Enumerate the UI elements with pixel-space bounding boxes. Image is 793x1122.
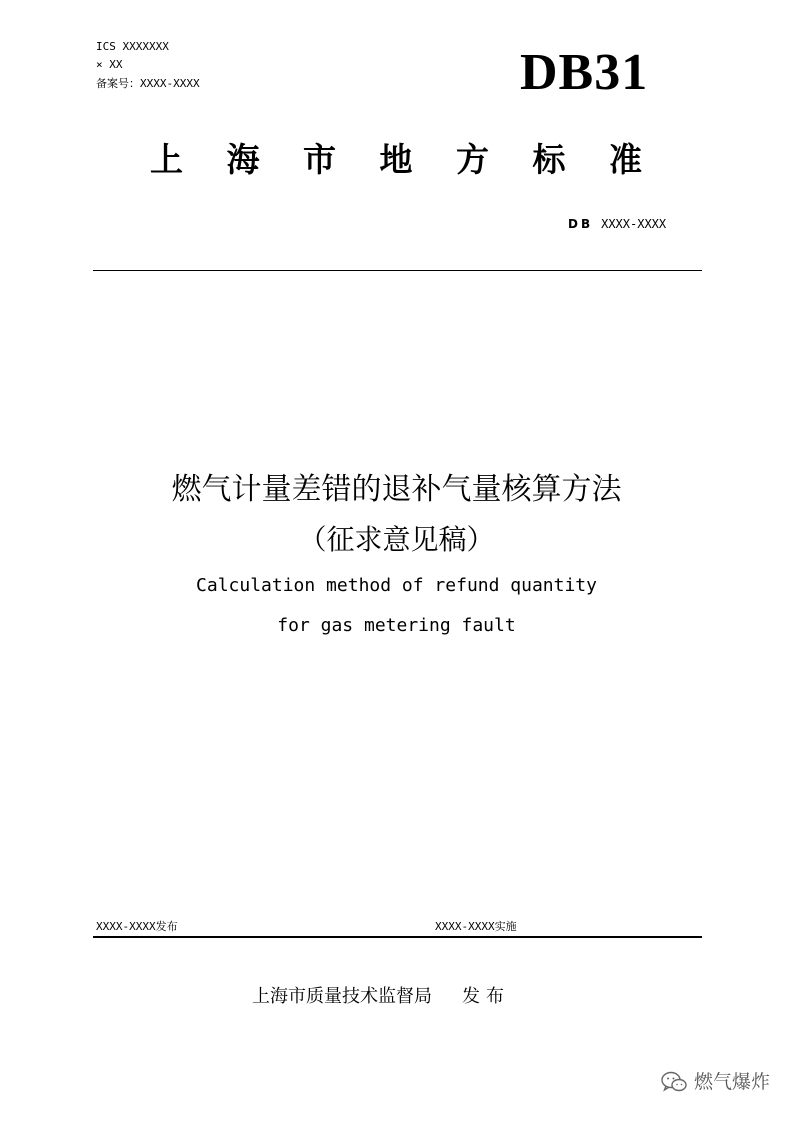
publish-action: 发布 — [462, 986, 510, 1007]
bottom-divider — [93, 936, 702, 938]
publisher-name: 上海市质量技术监督局 — [252, 986, 432, 1007]
standard-type-char: 海 — [226, 140, 260, 179]
standard-type-char: 地 — [379, 140, 413, 179]
publisher-line — [252, 985, 510, 1009]
standard-number — [568, 217, 666, 231]
watermark-text: 燃气爆炸 — [694, 1071, 771, 1093]
standard-code: DB31 — [520, 44, 649, 101]
standard-type-char: 市 — [303, 140, 336, 179]
watermark — [660, 1070, 770, 1094]
standard-type-char: 标 — [532, 140, 566, 179]
top-divider — [93, 270, 702, 271]
document-title-english-line1: Calculation method of refund quantity — [196, 575, 597, 596]
ics-code: ICS XXXXXXX — [96, 40, 169, 53]
standard-type-char: 上 — [150, 140, 183, 179]
wechat-icon — [660, 1070, 688, 1094]
draft-note: （征求意见稿） — [298, 523, 495, 556]
document-title-english-line2: for gas metering fault — [277, 615, 516, 636]
standard-number-prefix: DB — [568, 217, 594, 231]
standard-type-char: 方 — [456, 140, 489, 179]
implementation-date: XXXX-XXXX实施 — [435, 920, 517, 933]
record-number: 备案号：XXXX-XXXX — [96, 77, 200, 90]
standard-type-char: 准 — [609, 140, 642, 179]
document-title-chinese: 燃气计量差错的退补气量核算方法 — [171, 472, 622, 507]
ccs-code: × XX — [96, 58, 123, 71]
standard-number-value: XXXX-XXXX — [601, 217, 667, 231]
issue-date: XXXX-XXXX发布 — [96, 920, 178, 933]
standard-type-heading — [150, 140, 642, 180]
